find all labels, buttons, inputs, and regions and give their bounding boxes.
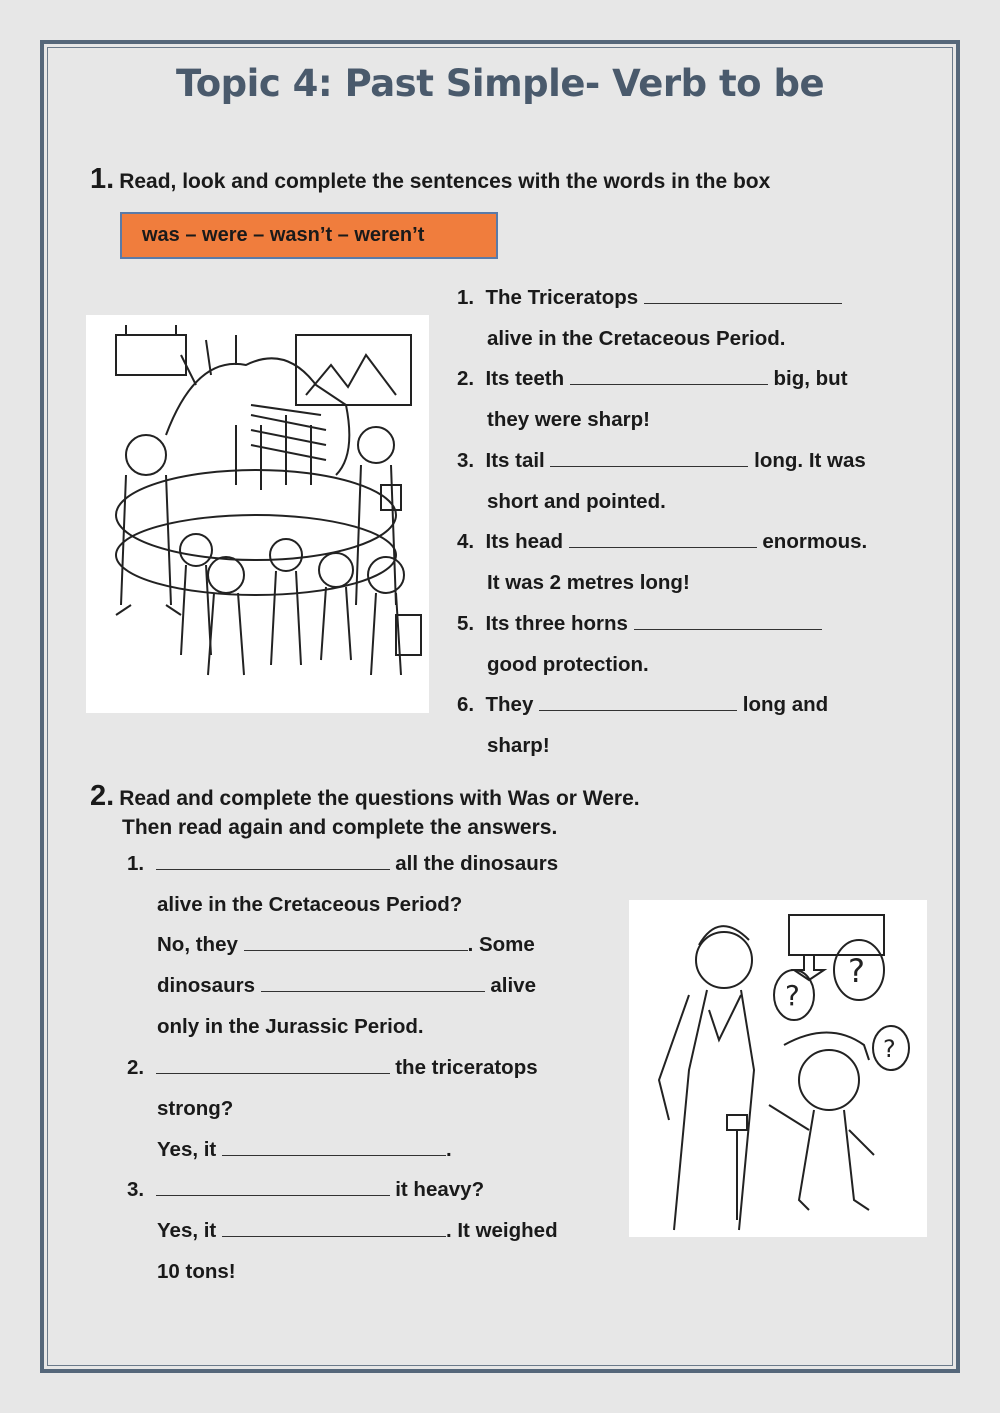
answer-blank[interactable] (244, 934, 468, 951)
section-1-number: 1. (90, 163, 115, 195)
s1-item-6-line-1: 6. They long and (457, 693, 829, 716)
s2-q2-line-2: strong? (157, 1097, 234, 1120)
answer-blank[interactable] (550, 450, 748, 467)
section-1-instruction: Read, look and complete the sentences with the words in the box (119, 170, 771, 193)
section-1-heading (90, 164, 770, 197)
guide-illustration (629, 900, 927, 1237)
s1-item-5-line-2: good protection. (487, 653, 649, 676)
s2-q3-line-2: Yes, it . It weighed (157, 1219, 558, 1242)
section-2-instruction-2: Then read again and complete the answers. (122, 816, 558, 839)
answer-blank[interactable] (156, 853, 390, 870)
s2-q1-line-3: No, they . Some (157, 933, 535, 956)
section-2-number: 2. (90, 780, 115, 812)
section-2-instruction-1: Read and complete the questions with Was or Were. (119, 787, 640, 810)
s2-q2-line-1: 2. the triceratops (127, 1056, 538, 1079)
s1-item-5-line-1: 5. Its three horns (457, 611, 822, 637)
s1-item-6-line-2: sharp! (487, 734, 550, 757)
s1-item-4-line-1: 4. Its head enormous. (457, 530, 868, 553)
answer-blank[interactable] (222, 1139, 446, 1156)
dinosaur-skeleton-drawing (86, 315, 429, 713)
answer-blank[interactable] (644, 287, 842, 304)
answer-blank[interactable] (222, 1220, 446, 1237)
answer-blank[interactable] (261, 975, 485, 992)
s1-item-2-line-1: 2. Its teeth big, but (457, 367, 848, 390)
answer-blank[interactable] (569, 531, 757, 548)
s1-item-2-line-2: they were sharp! (487, 408, 650, 431)
svg-text:?: ? (785, 979, 800, 1012)
svg-text:?: ? (883, 1035, 896, 1063)
s1-item-3-line-1: 3. Its tail long. It was (457, 449, 866, 472)
answer-blank[interactable] (570, 368, 768, 385)
answer-blank[interactable] (539, 694, 737, 711)
museum-illustration (86, 315, 429, 713)
s2-q1-line-5: only in the Jurassic Period. (157, 1015, 424, 1038)
answer-blank[interactable] (156, 1179, 390, 1196)
answer-blank[interactable] (634, 613, 822, 630)
s2-q1-line-4: dinosaurs alive (157, 974, 536, 997)
s1-item-4-line-2: It was 2 metres long! (487, 571, 690, 594)
s2-q3-line-3: 10 tons! (157, 1260, 236, 1283)
answer-blank[interactable] (156, 1057, 390, 1074)
word-box: was – were – wasn’t – weren’t (120, 212, 498, 259)
s1-item-1-line-1: 1. The Triceratops (457, 285, 842, 311)
s1-item-1-line-2: alive in the Cretaceous Period. (487, 327, 786, 350)
guide-and-boy-drawing (629, 900, 927, 1237)
s2-q1-line-1: 1. all the dinosaurs (127, 852, 559, 875)
s1-item-3-line-2: short and pointed. (487, 490, 666, 513)
s2-q1-line-2: alive in the Cretaceous Period? (157, 893, 463, 916)
s2-q2-line-3: Yes, it . (157, 1138, 452, 1161)
section-2-heading (90, 781, 640, 814)
s2-q3-line-1: 3. it heavy? (127, 1178, 485, 1201)
worksheet-title: Topic 4: Past Simple- Verb to be (175, 62, 825, 105)
svg-text:?: ? (848, 952, 865, 990)
